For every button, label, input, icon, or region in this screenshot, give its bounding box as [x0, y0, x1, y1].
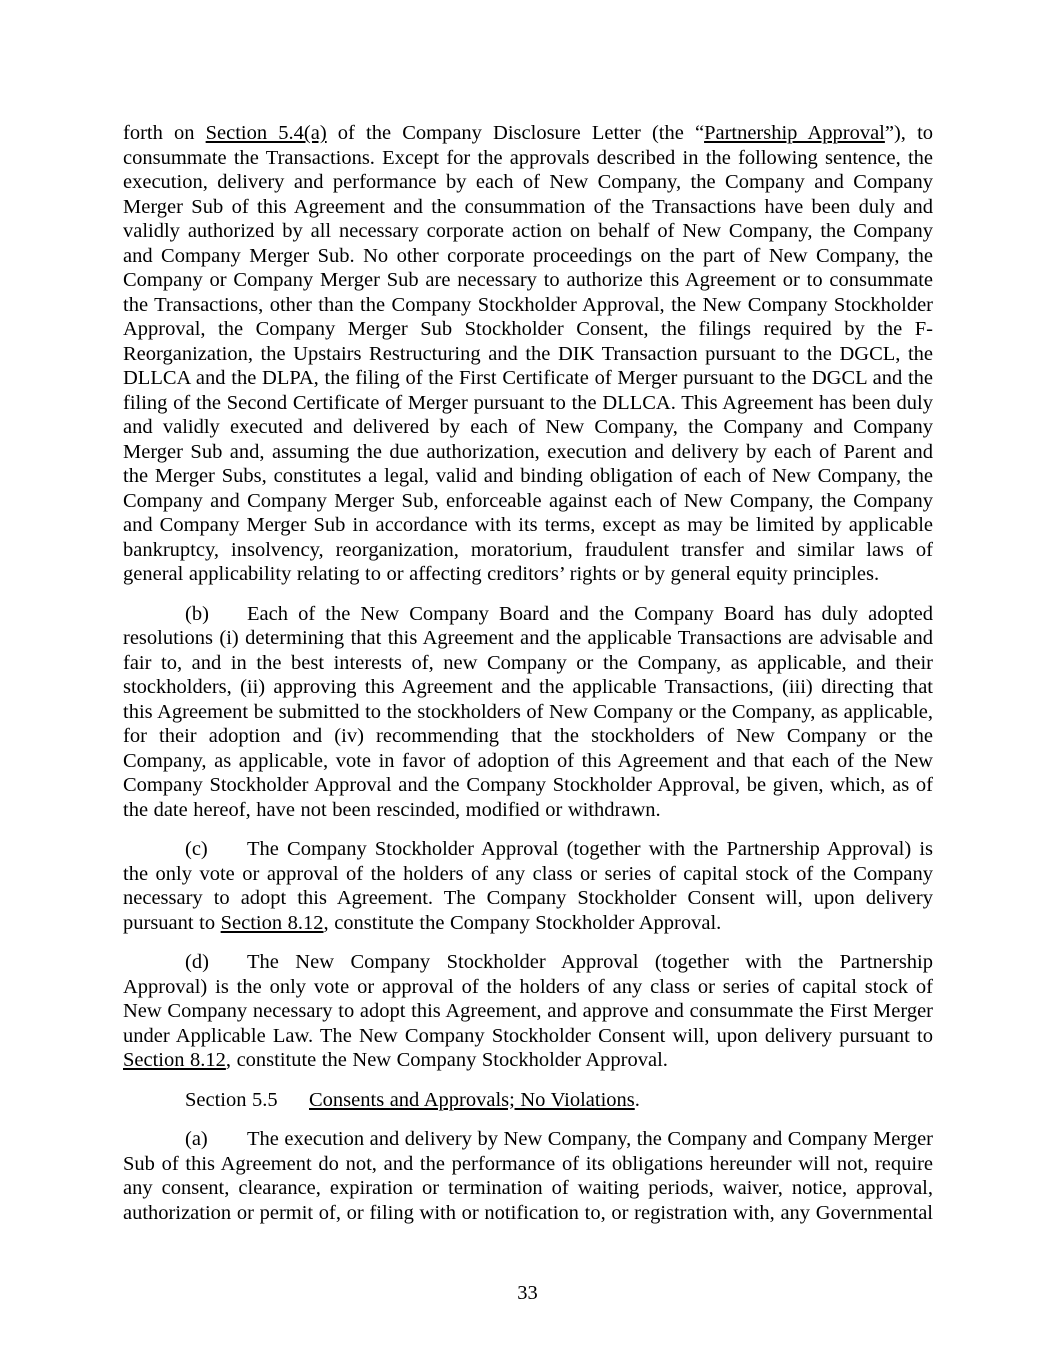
paragraph-label: (d) [185, 951, 209, 973]
text-run: , constitute the Company Stockholder Approval. [323, 911, 722, 934]
underlined-reference: Partnership Approval [704, 122, 885, 144]
text-run: , constitute the New Company Stockholder Approval. [225, 1049, 668, 1071]
heading-section-5-5 [123, 1088, 933, 1113]
paragraph-section-5-4-c [123, 837, 933, 935]
paragraph-label: (a) [185, 1128, 208, 1150]
paragraph-section-5-4-b [123, 602, 933, 823]
underlined-reference: Section 8.12 [220, 911, 324, 934]
text-run: of the Company Disclosure Letter (the “ [326, 122, 705, 144]
text-run: The New Company Stockholder Approval (together with the Partnership Approval) is the only vote or approval of the holders of any class or series of capital stock of New Company necessary to adopt this Agreement, and approve and consummate the First Merger under Applicable Law. The New Company Stockholder Consent will, upon delivery pursuant to [123, 951, 933, 1047]
text-run: . [634, 1088, 640, 1111]
document-body [123, 121, 933, 1225]
text-run: The execution and delivery by New Company, the Company and Company Merger Sub of this Agreement do not, and the performance of its obligations hereunder will not, require any consent, clearance, expiration or termination of waiting periods, waiver, notice, approval, authorization or permit of, or filing with or notification to, or registration with, any Governmental [123, 1128, 933, 1224]
paragraph-section-5-5-a [123, 1127, 933, 1225]
paragraph-label: Section 5.5 [185, 1088, 278, 1111]
underlined-reference: Section 5.4(a) [205, 122, 327, 144]
text-run: ”), to consummate the Transactions. Except for the approvals described in the following sentence, the execution, delivery and performance by each of New Company, the Company and Company Merger Sub of this Agreement and the consummation of the Transactions have been duly and validly authorized by all necessary corporate action on behalf of New Company, the Company and Company Merger Sub. No other corporate proceedings on the part of New Company, the Company or Company Merger Sub are necessary to authorize this Agreement or to consummate the Transactions, other than the Company Stockholder Approval, the New Company Stockholder Approval, the Company Merger Sub Stockholder Consent, the filings required by the F-Reorganization, the Upstairs Restructuring and the DIK Transaction pursuant to the DGCL, the DLLCA and the DLPA, the filing of the First Certificate of Merger pursuant to the DGCL and the filing of the Second Certificate of Merger pursuant to the DLLCA. This Agreement has been duly and validly executed and delivered by each of New Company, the Company and Company Merger Sub and, assuming the due authorization, execution and delivery by each of Parent and the Merger Subs, constitutes a legal, valid and binding obligation of each of New Company, the Company and Company Merger Sub, enforceable against each of New Company, the Company and Company Merger Sub in accordance with its terms, except as may be limited by applicable bankruptcy, insolvency, reorganization, moratorium, fraudulent transfer and similar laws of general applicability relating to or affecting creditors’ rights or by general equity principles. [123, 122, 934, 585]
paragraph-section-5-4-d [123, 950, 933, 1073]
text-run: forth on [123, 122, 206, 144]
paragraph-label: (c) [185, 838, 208, 860]
page-number: 33 [517, 1282, 538, 1304]
text-run: The Company Stockholder Approval (together with the Partnership Approval) is the only vote or approval of the holders of any class or series of capital stock of the Company necessary to adopt this Agreement. The Company Stockholder Consent will, upon delivery pursuant to [123, 838, 933, 934]
paragraph-label: (b) [185, 602, 209, 625]
text-run: Each of the New Company Board and the Company Board has duly adopted resolutions (i) determining that this Agreement and the applicable Transactions are advisable and fair to, and in the best interests of, new Company or the Company, as applicable, and their stockholders, (ii) approving this Agreement and the applicable Transactions, (iii) directing that this Agreement be submitted to the stockholders of New Company or the Company, as applicable, for their adoption and (iv) recommending that the stockholders of New Company or the Company, as applicable, vote in favor of adoption of this Agreement and that each of the New Company Stockholder Approval and the Company Stockholder Approval, be given, which, as of the date hereof, have not been rescinded, modified or withdrawn. [123, 602, 933, 821]
underlined-reference: Section 8.12 [123, 1049, 226, 1071]
paragraph-section-5-4-a-continuation [123, 121, 933, 587]
underlined-reference: Consents and Approvals; No Violations [309, 1088, 635, 1111]
